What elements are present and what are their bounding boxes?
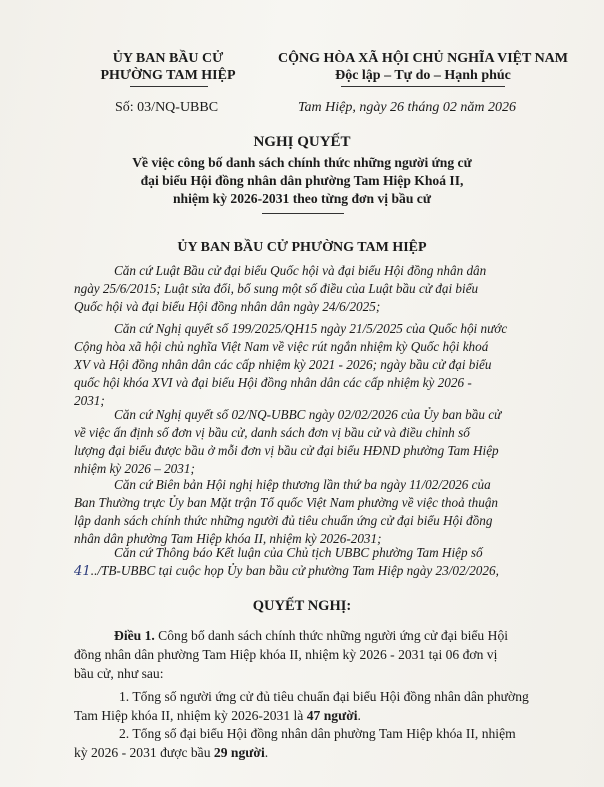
legal-basis-line: XV và Hội đồng nhân dân các cấp nhiệm kỳ 2021 - 2026; ngày bầu cử đại biểu [74, 357, 492, 372]
subject-underline [262, 213, 344, 214]
legal-basis-line: lượng đại biểu được bầu ở mỗi đơn vị bầu cử đại biểu HĐND phường Tam Hiệp [74, 443, 499, 458]
legal-basis-line: nhân dân phường Tam Hiệp khóa II, nhiệm kỳ 2026-2031; [74, 531, 382, 546]
elected-count: 29 người [213, 745, 265, 760]
legal-basis-3 [74, 406, 574, 478]
decision-heading: QUYẾT NGHỊ: [252, 598, 352, 614]
document-subject [0, 154, 604, 208]
article-1-line: bầu cử, như sau: [74, 666, 164, 681]
legal-basis-line: Căn cứ Luật Bầu cử đại biểu Quốc hội và đại biểu Hội đồng nhân dân [114, 263, 487, 278]
candidate-count: 47 người [306, 708, 358, 723]
legal-basis-line: Căn cứ Thông báo Kết luận của Chủ tịch UBBC phường Tam Hiệp số [114, 545, 483, 560]
legal-basis-line: 2031; [74, 393, 105, 408]
item-2-text: kỳ 2026 - 2031 được bầu [74, 745, 214, 760]
legal-basis-line: lập danh sách chính thức những người đủ tiêu chuẩn ứng cử đại biểu Hội đồng [74, 513, 493, 528]
national-motto-underline [341, 86, 505, 87]
legal-basis-1 [74, 262, 574, 316]
legal-basis-line: về việc ấn định số đơn vị bầu cử, danh sách đơn vị bầu cử và điều chỉnh số [74, 425, 470, 440]
subject-line1: Về việc công bố danh sách chính thức những người ứng cử [132, 155, 472, 170]
legal-basis-line: Căn cứ Nghị quyết số 199/2025/QH15 ngày 21/5/2025 của Quốc hội nước [114, 321, 508, 336]
legal-basis-line: Căn cứ Biên bản Hội nghị hiệp thương lần thứ ba ngày 11/02/2026 của [114, 477, 491, 492]
national-heading [258, 50, 588, 84]
article-1-item-1 [74, 687, 574, 725]
national-motto: Độc lập – Tự do – Hạnh phúc [335, 68, 511, 83]
article-1 [74, 626, 574, 683]
item-1-line [74, 706, 574, 725]
item-1-line: 1. Tổng số người ứng cử đủ tiêu chuẩn đại biểu Hội đồng nhân dân phường [119, 689, 529, 704]
item-2-end: . [264, 745, 269, 760]
item-1-end: . [357, 708, 361, 723]
issuing-authority: ỦY BAN BẦU CỬ PHƯỜNG TAM HIỆP [177, 240, 427, 255]
legal-basis-line: Ban Thường trực Ủy ban Mặt trận Tổ quốc Việt Nam phường về việc thoả thuận [74, 495, 499, 510]
item-2-line [74, 743, 574, 762]
article-1-line [74, 626, 574, 645]
legal-basis-4 [74, 476, 574, 548]
issuing-org [88, 50, 248, 84]
issuing-org-underline [130, 86, 208, 87]
article-1-line: đồng nhân dân phường Tam Hiệp khóa II, nhiệm kỳ 2026 - 2031 tại 06 đơn vị [74, 647, 498, 662]
legal-basis-line [74, 562, 574, 581]
subject-line2: đại biểu Hội đồng nhân dân phường Tam Hiệp Khoá II, [140, 173, 464, 188]
article-1-text: Công bố danh sách chính thức những người ứng cử đại biểu Hội [154, 628, 509, 643]
legal-basis-line: Căn cứ Nghị quyết số 02/NQ-UBBC ngày 02/02/2026 của Ủy ban bầu cử [114, 407, 502, 422]
issuing-org-line1: ỦY BAN BẦU CỬ [112, 51, 224, 66]
legal-basis-line: Cộng hòa xã hội chủ nghĩa Việt Nam về việc rút ngắn nhiệm kỳ Quốc hội khoá [74, 339, 489, 354]
legal-basis-line: ngày 25/6/2015; Luật sửa đổi, bổ sung một số điều của Luật bầu cử đại biểu [74, 281, 479, 296]
legal-basis-line: Quốc hội và đại biểu Hội đồng nhân dân ngày 24/6/2025; [74, 299, 381, 314]
issuing-org-line2: PHƯỜNG TAM HIỆP [100, 68, 236, 83]
handwritten-number: 41 [74, 564, 91, 579]
national-heading-line1: CỘNG HÒA XÃ HỘI CHỦ NGHĨA VIỆT NAM [277, 51, 568, 66]
article-1-item-2 [74, 724, 574, 762]
document-number: Số: 03/NQ-UBBC [115, 100, 219, 115]
place-date: Tam Hiệp, ngày 26 tháng 02 năm 2026 [298, 100, 517, 115]
legal-basis-2 [74, 320, 574, 410]
item-2-line: 2. Tổng số đại biểu Hội đồng nhân dân phường Tam Hiệp khóa II, nhiệm [119, 726, 516, 741]
legal-basis-line: nhiệm kỳ 2026 – 2031; [74, 461, 195, 476]
document-type: NGHỊ QUYẾT [253, 134, 351, 150]
legal-basis-line-rest: ../TB-UBBC tại cuộc họp Ủy ban bầu cử phường Tam Hiệp ngày 23/02/2026, [90, 563, 499, 578]
article-1-label: Điều 1. [114, 628, 155, 643]
legal-basis-5 [74, 544, 574, 581]
subject-line3: nhiệm kỳ 2026-2031 theo từng đơn vị bầu cử [173, 191, 431, 206]
legal-basis-line: quốc hội khóa XVI và đại biểu Hội đồng nhân dân các cấp nhiệm kỳ 2026 - [74, 375, 472, 390]
item-1-text: Tam Hiệp khóa II, nhiệm kỳ 2026-2031 là [74, 708, 307, 723]
